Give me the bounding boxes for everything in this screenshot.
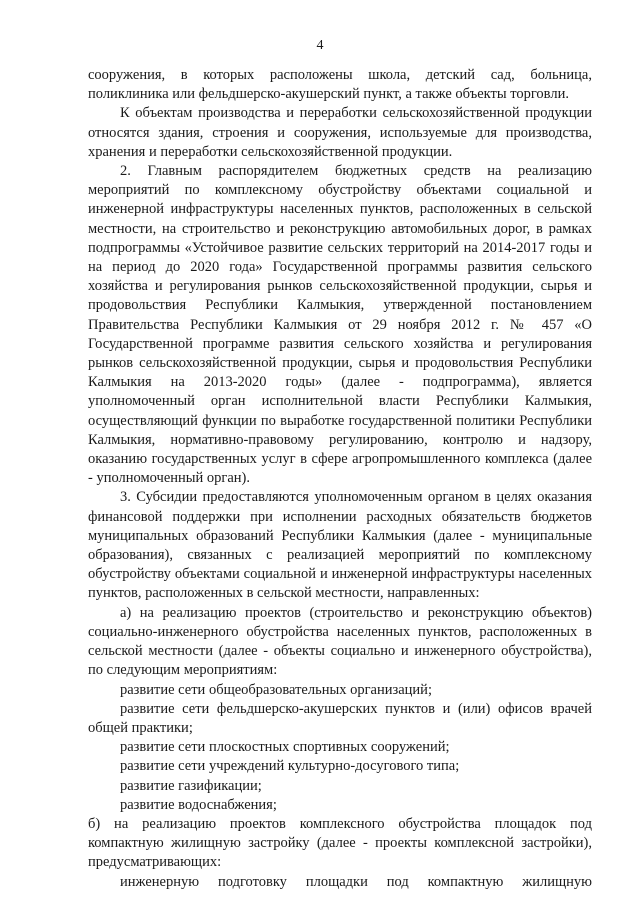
paragraph-production-objects: К объектам производства и переработки сельскохозяйственной продукции относятся здания, строения и сооружения, используемые для производства, хранения и переработки сельскохозяйственной продукции. (88, 105, 592, 160)
document-body (88, 66, 592, 892)
list-item: развитие газификации; (120, 777, 262, 794)
paragraph-a-projects: а) на реализацию проектов (строительство и реконструкцию объектов) социально-инженерного обустройства населенных пунктов, расположенных в сельской местности (далее - объекты социально и инженерного обустройства), по следующим мероприятиям: (88, 604, 592, 679)
paragraph-3-subsidies: 3. Субсидии предоставляются уполномоченным органом в целях оказания финансовой поддержки при исполнении расходных обязательств бюджетов муниципальных образований Республики Калмыкия (далее - муниципальные образования), связанных с реализацией мероприятий по комплексному обустройству объектами социальной и инженерной инфраструктуры населенных пунктов, расположенных в сельской местности, направленных: (88, 489, 592, 602)
list-item: развитие водоснабжения; (120, 796, 277, 813)
list-item: развитие сети плоскостных спортивных сооружений; (120, 739, 450, 756)
list-item: развитие сети учреждений культурно-досугового типа; (120, 758, 460, 775)
list-item: развитие сети фельдшерско-акушерских пунктов и (или) офисов врачей общей практики; (88, 700, 592, 736)
page-number: 4 (316, 38, 324, 53)
list-item: развитие сети общеобразовательных организаций; (120, 681, 432, 698)
paragraph-2-main-administrator: 2. Главным распорядителем бюджетных средств на реализацию мероприятий по комплексному обустройству объектами социальной и инженерной инфраструктуры населенных пунктов, расположенных в сельской местности, на строительство и реконструкцию автомобильных дорог, в рамках подпрограммы «Устойчивое развитие сельских территорий на 2014-2017 годы и на период до 2020 года» Государственной программы развития сельского хозяйства и регулирования рынков сельскохозяйственной продукции, сырья и продовольствия Республики Калмыкия, утвержденной постановлением Правительства Республики Калмыкия от 29 ноября 2012 г. № 457 «О Государственной программе развития сельского хозяйства и регулирования рынков сельскохозяйственной продукции, сырья и продовольствия Республики Калмыкия на 2013-2020 годы» (далее - подпрограмма), является уполномоченный орган исполнительной власти Республики Калмыкия, осуществляющий функции по выработке государственной политики Республики Калмыкия, нормативно-правовому регулированию, контролю и надзору, оказанию государственных услуг в сфере агропромышленного комплекса (далее - уполномоченный орган). (88, 163, 592, 487)
paragraph-b-complex-development: б) на реализацию проектов комплексного обустройства площадок под компактную жилищную застройку (далее - проекты комплексной застройки), предусматривающих: (88, 815, 592, 871)
paragraph-last-line: инженерную подготовку площадки под компактную жилищную (120, 873, 592, 890)
paragraph-continuation: сооружения, в которых расположены школа, детский сад, больница, поликлиника или фельдшерско-акушерский пункт, а также объекты торговли. (88, 67, 592, 103)
